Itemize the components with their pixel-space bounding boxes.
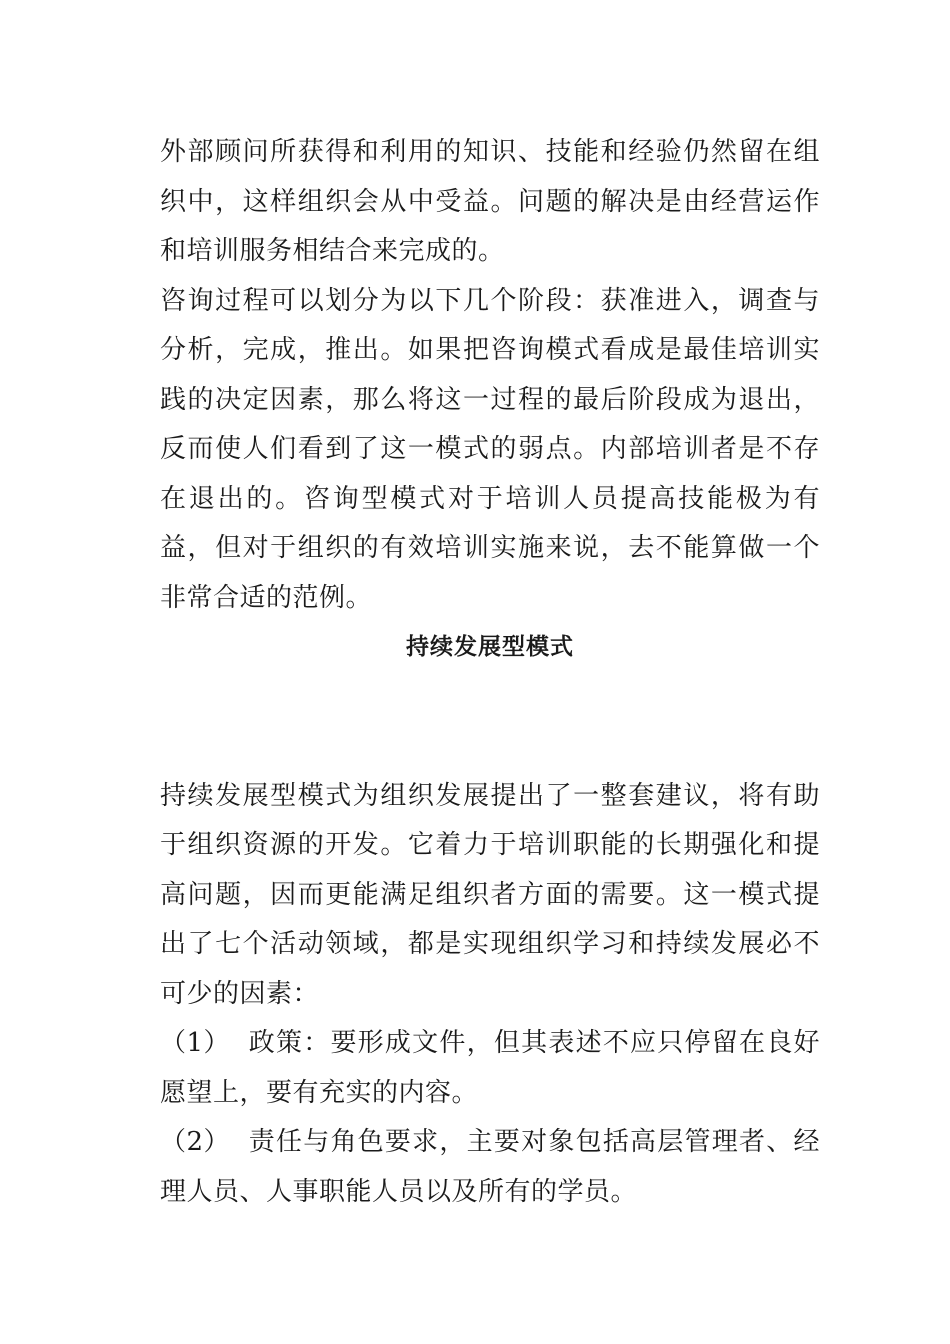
list-item-text: 责任与角色要求，主要对象包括高层管理者、经理人员、人事职能人员以及所有的学员。 [160,1127,820,1207]
section-spacer [160,673,820,772]
paragraph-continuous-development: 持续发展型模式为组织发展提出了一整套建议，将有助于组织资源的开发。它着力于培训职能的长期强化和提高问题，因而更能满足组织者方面的需要。这一模式提出了七个活动领域，都是实现组织学习和持续发展必不可少的因素： [160,780,820,1009]
section-heading: 持续发展型模式 [406,634,574,660]
paragraph-consulting-process: 咨询过程可以划分为以下几个阶段：获准进入，调查与分析，完成，推出。如果把咨询模式看成是最佳培训实践的决定因素，那么将这一过程的最后阶段成为退出，反而使人们看到了这一模式的弱点。内部培训者是不存在退出的。咨询型模式对于培训人员提高技能极为有益，但对于组织的有效培训实施来说，去不能算做一个非常合适的范例。 [160,285,820,613]
list-item [160,1118,820,1217]
list-item-number: （2） [160,1127,231,1157]
list-item [160,1019,820,1118]
list-item-text: 政策：要形成文件，但其表述不应只停留在良好愿望上，要有充实的内容。 [160,1028,820,1108]
paragraph-consultant-knowledge: 外部顾问所获得和利用的知识、技能和经验仍然留在组织中，这样组织会从中受益。问题的解决是由经营运作和培训服务相结合来完成的。 [160,137,820,266]
list-item-number: （1） [160,1028,231,1058]
document-page [160,128,820,1217]
